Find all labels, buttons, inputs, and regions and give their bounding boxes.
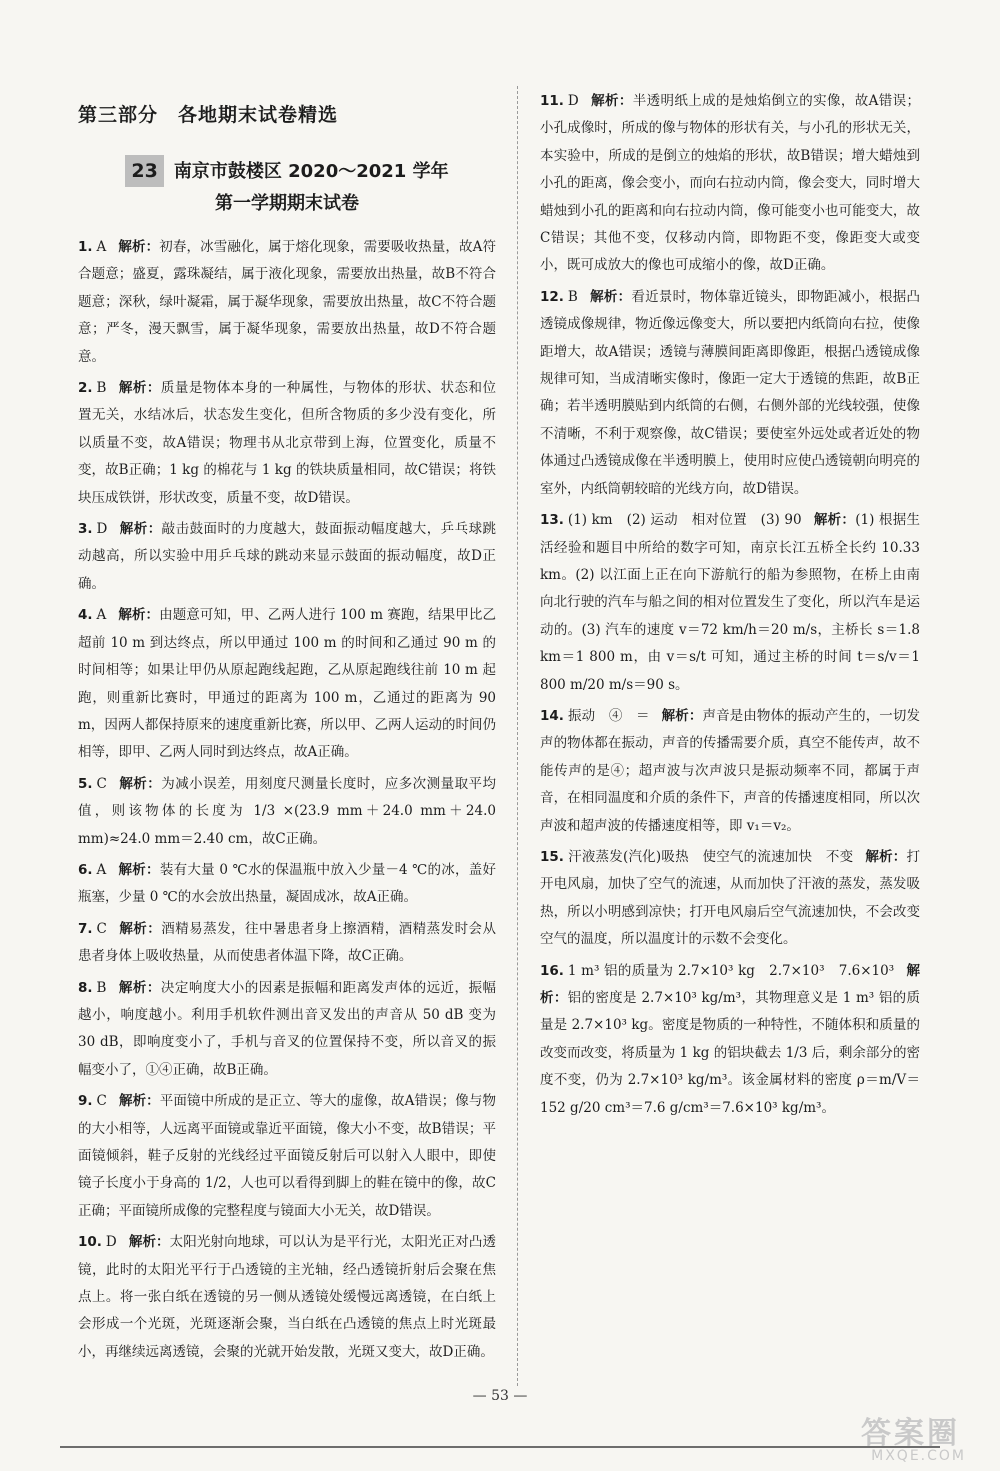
- analysis-text: 铝的密度是 2.7×10³ kg/m³，其物理意义是 1 m³ 铝的质量是 2.7×10³ kg。密度是物质的一种特性，不随体积和质量的改变而改变，将质量为 1 kg 的铝块截去 1/3 后，剩余部分的密度不变，仍为 2.7×10³ kg/m³。该金属材料的密度 ρ＝m/V＝152 g/20 cm³＝7.6 g/cm³＝7.6×10³ kg/m³。: [540, 990, 921, 1116]
- analysis-text: 由题意可知，甲、乙两人进行 100 m 赛跑，结果甲比乙超前 10 m 到达终点，所以甲通过 100 m 的时间和乙通过 90 m 的时间相等；如果让甲仍从原起跑线起跑，乙从原起跑线往前 10 m 起跑，则重新比赛时，甲通过的距离为 100 m，乙通过的距离为 90 m，因两人都保持原来的速度重新比赛，所以甲、乙两人运动的时间仍相等，即甲、乙两人同时到达终点，故A正确。: [78, 607, 496, 761]
- analysis-label: 解析：: [813, 512, 856, 529]
- question-14: [540, 703, 920, 840]
- question-7: [78, 916, 496, 971]
- question-answer: D: [96, 521, 108, 538]
- analysis-label: 解析：: [661, 707, 703, 724]
- analysis-text: 声音是由物体的振动产生的，一切发声的物体都在振动，声音的传播需要介质，真空不能传声，故不能传声的是④；超声波与次声波只是振动频率不同，都属于声音，在相同温度和介质的条件下，声音的传播速度相同，所以次声波和超声波的传播速度相等，即 v₁＝v₂。: [540, 707, 921, 834]
- question-number: 2.: [78, 380, 93, 397]
- question-15: [540, 844, 920, 954]
- analysis-label: 解析：: [540, 962, 921, 1006]
- analysis-label: 解析：: [118, 239, 160, 255]
- watermark-url: MXQE.COM: [871, 1448, 966, 1464]
- question-answer: D: [567, 93, 579, 109]
- analysis-text: 太阳光射向地球，可以认为是平行光，太阳光正对凸透镜，此时的太阳光平行于凸透镜的主光轴，经凸透镜折射后会聚在焦点上。将一张白纸在透镜的另一侧从透镜处缓慢远离透镜，在白纸上会形成一个光斑，光斑逐渐会聚，当白纸在凸透镜的焦点上时光斑最小，再继续远离透镜，会聚的光就开始发散，光斑又变大，故D正确。: [78, 1234, 497, 1360]
- question-answer: 汗液蒸发(汽化)吸热 使空气的流速加快 不变: [567, 848, 854, 865]
- analysis-label: 解析：: [128, 1234, 170, 1251]
- question-number: 1.: [78, 239, 93, 255]
- question-10: [78, 1229, 496, 1366]
- analysis-text: 酒精易蒸发，往中暑患者身上擦酒精，酒精蒸发时会从患者身体上吸收热量，从而使患者体温下降，故C正确。: [78, 920, 497, 965]
- question-8: [78, 975, 496, 1085]
- question-number: 8.: [78, 979, 93, 996]
- question-number: 16.: [540, 962, 564, 979]
- analysis-text: 决定响度大小的因素是振幅和距离发声体的远近，振幅越小，响度越小。利用手机软件测出音叉发出的声音从 50 dB 变为 30 dB，即响度变小了，手机与音叉的位置保持不变，所以音叉的振幅变小了，①④正确，故B正确。: [78, 979, 497, 1078]
- left-column: [78, 88, 496, 1370]
- question-answer: 1 m³ 铝的质量为 2.7×10³ kg 2.7×10³ 7.6×10³: [567, 962, 895, 979]
- question-number: 13.: [540, 512, 564, 529]
- question-answer: C: [96, 920, 107, 937]
- analysis-label: 解析：: [118, 979, 161, 996]
- part-title: 第三部分 各地期末试卷精选: [78, 104, 339, 126]
- analysis-label: 解析：: [118, 607, 160, 624]
- question-number: 5.: [78, 775, 93, 792]
- question-answer: A: [96, 861, 107, 878]
- right-column: [540, 88, 920, 1126]
- question-13: [540, 507, 920, 699]
- exam-title: [78, 155, 496, 220]
- analysis-label: 解析：: [119, 521, 162, 538]
- question-answer: A: [96, 239, 107, 255]
- analysis-text: 打开电风扇，加快了空气的流速，从而加快了汗液的蒸发，蒸发吸热，所以小明感到凉快；打开电风扇后空气流速加快，不会改变空气的温度，所以温度计的示数不会变化。: [540, 848, 920, 948]
- question-answer: 振动 ④ ＝: [567, 707, 650, 724]
- question-5: [78, 771, 496, 853]
- question-12: [540, 284, 920, 503]
- analysis-text: 看近景时，物体靠近镜头，即物距减小，根据凸透镜成像规律，物近像远像变大，所以要把内纸筒向右拉，使像距增大，故A错误；透镜与薄膜间距离即像距，根据凸透镜成像规律可知，当成清晰实像时，像距一定大于透镜的焦距，故B正确；若半透明膜贴到内纸筒的右侧，右侧外部的光线较强，使像不清晰，不利于观察像，故C错误；要使室外远处或者近处的物体通过凸透镜成像在半透明膜上，使用时应使凸透镜朝向明亮的室外，内纸筒朝较暗的光线方向，故D错误。: [540, 288, 921, 497]
- question-9: [78, 1088, 496, 1225]
- question-number: 6.: [78, 861, 93, 878]
- question-number: 11.: [540, 93, 564, 109]
- question-answer: D: [105, 1234, 117, 1251]
- bottom-rule: [60, 1446, 940, 1448]
- analysis-label: 解析：: [865, 848, 907, 865]
- question-6: [78, 857, 496, 912]
- question-answer: A: [96, 607, 107, 624]
- analysis-label: 解析：: [590, 93, 633, 109]
- exam-title-line1: 南京市鼓楼区 2020～2021 学年: [173, 161, 449, 182]
- question-16: [540, 958, 920, 1122]
- analysis-text: 为减小误差，用刻度尺测量长度时，应多次测量取平均值，则该物体的长度为 1/3 ×(23.9 mm＋24.0 mm＋24.0 mm)≈24.0 mm＝2.40 cm，故C正确。: [78, 775, 497, 847]
- question-11: [540, 88, 920, 280]
- question-number: 9.: [78, 1093, 93, 1110]
- analysis-label: 解析：: [589, 288, 632, 305]
- analysis-label: 解析：: [118, 920, 162, 937]
- exam-number: 23: [125, 155, 163, 187]
- question-answer: C: [96, 1093, 107, 1110]
- analysis-text: (1) 根据生活经验和题目中所给的数字可知，南京长江五桥全长约 10.33 km。(2) 以江面上正在向下游航行的船为参照物，在桥上由南向北行驶的汽车与船之间的相对位置发生了变化，所以汽车是运动的。(3) 汽车的速度 v＝72 km/h＝20 m/s，主桥长 s＝1.8 km＝1 800 m，由 v＝s/t 可知，通过主桥的时间 t＝s/v＝1 800 m/20 m/s＝90 s。: [540, 512, 920, 693]
- question-3: [78, 516, 496, 598]
- analysis-label: 解析：: [118, 1093, 160, 1110]
- analysis-text: 半透明纸上成的是烛焰倒立的实像，故A错误；小孔成像时，所成的像与物体的形状有关，与小孔的形状无关，本实验中，所成的是倒立的烛焰的形状，故B错误；增大蜡烛到小孔的距离，像会变小，而向右拉动内筒，像会变大，同时增大蜡烛到小孔的距离和向右拉动内筒，像可能变小也可能变大，故C错误；其他不变，仅移动内筒，即物距不变，像距变大或变小，既可成放大的像也可成缩小的像，故D正确。: [540, 93, 920, 274]
- right-question-list: [540, 88, 920, 1122]
- analysis-text: 初春，冰雪融化，属于熔化现象，需要吸收热量，故A符合题意；盛夏，露珠凝结，属于液化现象，需要放出热量，故B不符合题意；深秋，绿叶凝霜，属于凝华现象，需要放出热量，故C不符合题意；严冬，漫天飘雪，属于凝华现象，需要放出热量，故D不符合题意。: [78, 239, 497, 365]
- question-2: [78, 375, 496, 512]
- analysis-label: 解析：: [118, 380, 161, 397]
- question-answer: (1) km (2) 运动 相对位置 (3) 90: [567, 512, 802, 529]
- question-number: 3.: [78, 521, 93, 538]
- question-number: 7.: [78, 920, 93, 937]
- question-answer: B: [96, 380, 107, 397]
- question-number: 15.: [540, 848, 564, 865]
- analysis-label: 解析：: [118, 861, 160, 878]
- analysis-text: 质量是物体本身的一种属性，与物体的形状、状态和位置无关，水结冰后，状态发生变化，但所含物质的多少没有变化，所以质量不变，故A错误；物理书从北京带到上海，位置变化，质量不变，故B正确；1 kg 的棉花与 1 kg 的铁块质量相同，故C错误；将铁块压成铁饼，形状改变，质量不变，故D错误。: [78, 380, 497, 506]
- question-answer: C: [96, 775, 107, 792]
- question-answer: B: [567, 288, 578, 305]
- question-1: [78, 234, 496, 371]
- question-answer: B: [96, 979, 107, 996]
- analysis-text: 平面镜中所成的是正立、等大的虚像，故A错误；像与物的大小相等，人远离平面镜或靠近平面镜，像大小不变，故B错误；平面镜倾斜，鞋子反射的光线经过平面镜反射后可以射入人眼中，即使镜子长度小于身高的 1/2，人也可以看得到脚上的鞋在镜中的像，故C正确；平面镜所成像的完整程度与镜面大小无关，故D错误。: [78, 1093, 497, 1219]
- column-divider: [517, 86, 519, 1386]
- left-question-list: [78, 234, 496, 1366]
- analysis-text: 敲击鼓面时的力度越大，鼓面振动幅度越大，乒乓球跳动越高，所以实验中用乒乓球的跳动来显示鼓面的振动幅度，故D正确。: [78, 521, 497, 592]
- question-number: 14.: [540, 707, 564, 724]
- question-number: 10.: [78, 1234, 102, 1251]
- watermark-logo: 答案圈: [861, 1416, 960, 1451]
- analysis-label: 解析：: [118, 775, 162, 792]
- question-4: [78, 602, 496, 766]
- exam-title-line2: 第一学期期末试卷: [215, 193, 359, 214]
- page-number: — 53 —: [472, 1388, 528, 1404]
- question-number: 12.: [540, 288, 564, 305]
- analysis-text: 装有大量 0 ℃水的保温瓶中放入少量－4 ℃的冰，盖好瓶塞，少量 0 ℃的水会放出热量，凝固成冰，故A正确。: [78, 861, 496, 906]
- question-number: 4.: [78, 607, 93, 624]
